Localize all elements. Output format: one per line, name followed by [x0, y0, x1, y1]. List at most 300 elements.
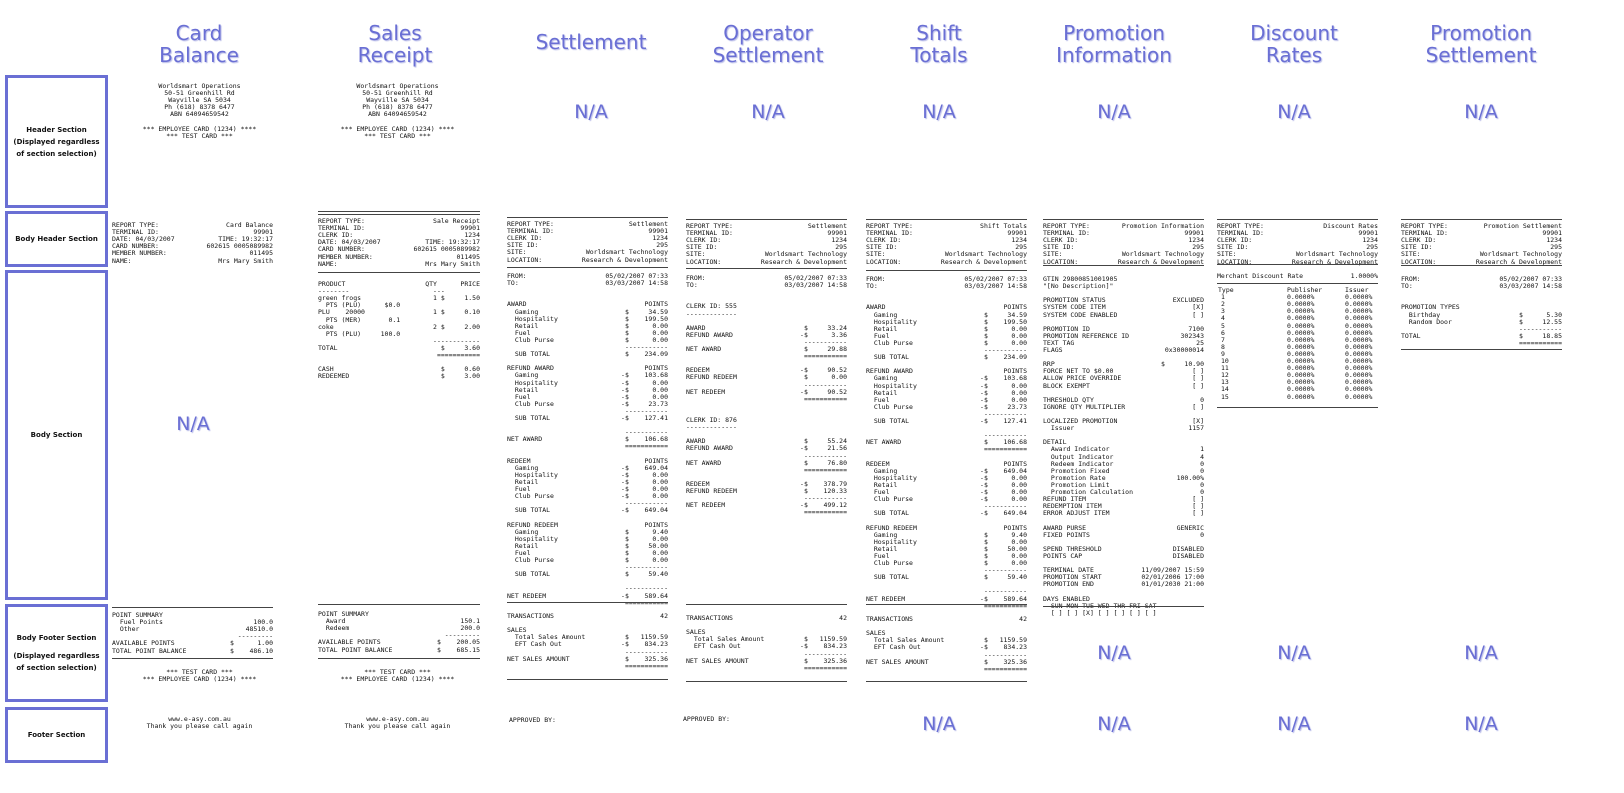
body-header-settle-line — [507, 257, 668, 264]
rule-discount — [1217, 283, 1378, 284]
line-value: $ 0.00 — [624, 328, 668, 337]
line-value: ----------- — [803, 380, 847, 389]
line-value: Settlement — [807, 222, 847, 230]
line-label: IGNORE QTY MULTIPLIER — [1043, 402, 1126, 411]
rule-body-top — [1401, 265, 1562, 266]
discount-cell: 0.0000% — [1287, 371, 1315, 380]
line-label: LOCATION: — [686, 257, 722, 266]
discount-cell: 8 — [1221, 342, 1225, 351]
text-line: ABN 64094659542 — [170, 110, 229, 119]
line-value: --------- — [237, 632, 273, 641]
line-label: REDEEM — [507, 456, 531, 465]
line-label: DAYS ENABLED — [1043, 594, 1090, 603]
line-label: Hospitality — [866, 317, 917, 326]
line-label: SITE: — [1043, 250, 1063, 259]
line-label: Award — [318, 617, 346, 626]
line-label: CARD NUMBER: — [318, 245, 365, 254]
discount-cell: 0.0000% — [1345, 307, 1373, 316]
line-value: 602615 0005089982 — [413, 245, 480, 254]
line-label: SITE: — [866, 250, 886, 259]
promotion-information-body-line — [1043, 553, 1204, 560]
body-header-opset-line — [686, 259, 847, 266]
line-label: Redeem — [318, 624, 350, 633]
line-label: SUB TOTAL — [866, 509, 910, 518]
line-value: Research & Development — [1475, 257, 1562, 266]
line-value: $ 0.00 — [983, 559, 1027, 567]
line-value: ----------- — [624, 584, 668, 593]
line-label: ------------- — [686, 423, 737, 432]
line-label: SPEND THRESHOLD — [1043, 544, 1102, 553]
line-value: 100.00% — [1176, 473, 1204, 482]
line-label: Club Purse — [866, 338, 913, 347]
line-label: AVAILABLE POINTS — [112, 639, 175, 648]
sales-body-line — [318, 373, 480, 380]
column-header-sales — [310, 22, 480, 66]
rule-bodyheader-top — [866, 219, 1027, 220]
promotion-information-body-line — [1043, 404, 1204, 411]
column-header-line: Discount — [1250, 21, 1338, 45]
line-value: Settlement — [628, 220, 668, 228]
line-label: PROMOTION STATUS — [1043, 296, 1106, 305]
column-header-disc — [1209, 22, 1379, 66]
line-label: TOTAL POINT BALANCE — [318, 645, 393, 654]
line-label: AWARD — [686, 323, 706, 332]
discount-cell: 0.0000% — [1287, 364, 1315, 373]
trailer-card-balance — [112, 669, 287, 683]
promotion-information-body-line — [1043, 532, 1204, 539]
promotion-information-body-line — [1043, 347, 1204, 354]
line-value: DISABLED — [1172, 551, 1204, 560]
line-label: FIXED POINTS — [1043, 530, 1090, 539]
card-balance-body-footer-line — [112, 648, 273, 655]
na-header-promotion-information: N/A — [1097, 101, 1131, 123]
na-header-shift-totals: N/A — [922, 101, 956, 123]
line-label: SITE: — [686, 250, 706, 259]
line-value: -$ 0.00 — [980, 495, 1027, 504]
line-value: $ 0.00 — [624, 556, 668, 564]
rule-bodyfooter-bottom — [686, 681, 847, 682]
line-label: TOTAL — [318, 343, 338, 352]
line-value: 295 — [1015, 243, 1027, 252]
line-value: Promotion Information — [1121, 222, 1204, 230]
column-header-line: Information — [1056, 43, 1172, 67]
line-value: -$ 0.00 — [621, 392, 668, 401]
shift-totals-body-line — [866, 354, 1027, 361]
text-line: *** TEST CARD *** — [364, 668, 431, 676]
line-value: -$ 0.00 — [621, 492, 668, 501]
line-label: Gaming — [507, 463, 539, 472]
line-value: Research & Development — [1117, 257, 1204, 266]
line-value: $ 50.00 — [624, 541, 668, 550]
line-value: $ 486.10 — [229, 646, 273, 655]
line-label: REPORT TYPE: — [1043, 222, 1090, 230]
line-label: Club Purse — [507, 492, 554, 501]
line-value: [ ] — [1192, 502, 1204, 511]
discount-rate-line — [1217, 273, 1378, 280]
line-label: SITE ID: — [507, 241, 539, 250]
line-value: 295 — [656, 241, 668, 250]
line-value: 0 — [1200, 530, 1204, 539]
line-label: PTS (MER) 0.1 — [318, 315, 401, 324]
line-value: 7100 — [1188, 324, 1204, 333]
line-value: 05/02/2007 07:33 — [964, 275, 1027, 283]
line-label: TRANSACTIONS — [686, 614, 733, 622]
shift-totals-body-line — [866, 574, 1027, 581]
line-label: CLERK ID: — [866, 236, 902, 245]
line-label: SUB TOTAL — [507, 350, 551, 359]
line-value: 150.1 — [460, 617, 480, 626]
line-label: NAME: — [318, 259, 338, 268]
line-value: 42 — [1019, 615, 1027, 623]
line-value: $ 106.68 — [983, 438, 1027, 447]
rule-body-top — [686, 268, 847, 269]
line-value: [X] — [1192, 303, 1204, 312]
line-label: CLERK ID: — [318, 231, 354, 240]
discount-cell: 0.0000% — [1345, 392, 1373, 401]
line-label: Hospitality — [507, 314, 558, 323]
line-label: REDEMPTION ITEM — [1043, 502, 1102, 511]
line-value: $ 0.00 — [983, 338, 1027, 347]
line-label: RRP — [1043, 360, 1055, 369]
shift-totals-body-line — [866, 418, 1027, 425]
promotion-settlement-body-line — [1401, 283, 1562, 290]
column-header-line: Promotion — [1063, 21, 1165, 45]
line-label: Gaming — [866, 466, 898, 475]
line-value: POINTS — [644, 520, 668, 529]
line-label: FROM: — [507, 272, 527, 280]
column-header-line: Sales — [368, 21, 422, 45]
line-label: ERROR ADJUST ITEM — [1043, 509, 1110, 518]
line-value: 295 — [1366, 243, 1378, 252]
approved-by-opset: APPROVED BY: — [683, 715, 730, 723]
line-value: POINTS — [644, 300, 668, 309]
line-label: AWARD — [866, 303, 886, 312]
line-value: 02/01/2006 17:00 — [1141, 573, 1204, 582]
rule-body-top — [507, 267, 668, 268]
row-label-line: (Displayed regardless — [13, 652, 100, 660]
line-value: ----------- — [624, 406, 668, 415]
row-label-line: of section selection) — [16, 149, 97, 158]
column-header-line: Shift — [916, 21, 962, 45]
line-label: NET SALES AMOUNT — [866, 657, 929, 666]
line-label: Fuel — [507, 485, 531, 493]
na-header-settlement: N/A — [574, 101, 608, 123]
line-value: Promotion Settlement — [1483, 222, 1562, 230]
discount-cell: 4 — [1221, 314, 1225, 323]
shift-totals-body-line — [866, 283, 1027, 290]
line-value: $ 1159.59 — [983, 636, 1027, 645]
line-value: $ 29.88 — [803, 345, 847, 353]
line-label: Promotion Limit — [1043, 480, 1110, 489]
rate-label: Merchant Discount Rate — [1217, 272, 1304, 280]
line-value: 295 — [1550, 243, 1562, 252]
line-value: 11/09/2007 15:59 — [1141, 566, 1204, 575]
line-label: Other — [112, 625, 140, 634]
line-value: 99901 — [648, 227, 668, 236]
line-label: REFUND AWARD — [686, 330, 733, 339]
na-header-discount-rates: N/A — [1277, 101, 1311, 123]
line-value: -$ 0.00 — [621, 378, 668, 387]
line-label: ALLOW PRICE OVERRIDE — [1043, 374, 1122, 383]
line-value: $ 76.80 — [803, 458, 847, 467]
line-value: 99901 — [1358, 229, 1378, 238]
line-value: 295 — [835, 243, 847, 252]
line-value: Worldsmart Technology — [764, 250, 847, 259]
line-value: 4 — [1200, 452, 1204, 461]
line-label: SITE: — [507, 248, 527, 257]
discount-cell: 0.0000% — [1345, 385, 1373, 394]
line-value: =========== — [1518, 338, 1562, 347]
na-header-operator-settlement: N/A — [751, 101, 785, 123]
line-label: NET AWARD — [686, 345, 722, 353]
discount-cell: 0.0000% — [1345, 328, 1373, 337]
line-label: TRANSACTIONS — [507, 612, 554, 620]
footer-block-sales-receipt — [310, 716, 485, 730]
line-label: FROM: — [686, 274, 706, 282]
line-value: TIME: 19:32:17 — [425, 238, 480, 247]
line-label: Retail — [866, 324, 898, 333]
line-value: -$ 649.04 — [621, 506, 668, 515]
settlement-body-line — [507, 415, 668, 422]
discount-cell: 0.0000% — [1345, 371, 1373, 380]
line-value: $ 18.85 — [1518, 331, 1562, 340]
shift-totals-body-footer-line — [866, 616, 1027, 623]
line-value: -$ 834.23 — [980, 643, 1027, 652]
na-body-card-balance: N/A — [176, 413, 210, 435]
settlement-body-line — [507, 280, 668, 287]
line-value: -$ 0.00 — [980, 488, 1027, 496]
line-label: TERMINAL ID: — [112, 228, 159, 237]
column-header-shift — [854, 22, 1024, 66]
line-label: EFT Cash Out — [507, 640, 562, 649]
line-value: -$ 90.52 — [800, 387, 847, 396]
line-value: $ 1.00 — [229, 639, 273, 648]
row-label-line: of section selection) — [16, 664, 97, 672]
line-label: REPORT TYPE: — [112, 221, 159, 229]
text-line: *** EMPLOYEE CARD (1234) **** — [340, 124, 455, 133]
line-label: POINTS CAP — [1043, 551, 1083, 560]
column-header-card — [114, 22, 284, 66]
text-line: *** EMPLOYEE CARD (1234) **** — [142, 675, 257, 684]
line-value: $ 5.30 — [1518, 310, 1562, 319]
line-label: Hospitality — [507, 534, 558, 543]
line-value: 1234 — [1011, 236, 1027, 245]
column-header-line: Settlement — [535, 30, 647, 54]
body-header-sales-line — [318, 261, 480, 268]
line-label: PLU 20000 — [318, 308, 365, 317]
line-label: Total Sales Amount — [866, 636, 945, 645]
line-value: [ ] — [1192, 495, 1204, 504]
line-label: EFT Cash Out — [866, 643, 921, 652]
discount-header-cell: Issuer — [1345, 286, 1369, 294]
text-line: Thank you please call again — [146, 722, 253, 731]
line-label: green frogs — [318, 294, 362, 303]
na-footer-promotion-settlement: N/A — [1464, 713, 1498, 735]
line-label: Retail — [866, 388, 898, 397]
line-label: FORCE NET TO $0.00 — [1043, 367, 1114, 376]
line-value: ----------- — [624, 499, 668, 508]
line-label: TERMINAL ID: — [866, 229, 913, 238]
discount-cell: 0.0000% — [1287, 378, 1315, 387]
promotion-information-body-line — [1043, 510, 1204, 517]
line-label: PROMOTION TYPES — [1401, 303, 1460, 312]
line-label: TERMINAL DATE — [1043, 566, 1094, 575]
line-label: SALES — [866, 629, 886, 638]
line-value: -$ 23.73 — [621, 399, 668, 408]
line-label: REDEEM — [866, 459, 890, 468]
line-value: -$ 0.00 — [980, 395, 1027, 404]
operator-settlement-body-line — [686, 509, 847, 516]
rule-bodyheader-top — [507, 217, 668, 218]
line-value: 03/03/2007 14:58 — [605, 279, 668, 288]
line-label: FROM: — [866, 275, 886, 283]
line-label: TERMINAL ID: — [1217, 229, 1264, 238]
line-label: REFUND REDEEM — [686, 487, 737, 495]
line-value: =========== — [624, 598, 668, 607]
line-value: -$ 103.68 — [980, 374, 1027, 383]
shift-totals-body-line — [866, 510, 1027, 517]
row-label-body — [5, 270, 108, 600]
line-value: 01/01/2030 21:00 — [1141, 580, 1204, 589]
line-value: [ ] — [1192, 381, 1204, 390]
rule-body-top — [866, 270, 1027, 271]
line-value: POINTS — [1003, 303, 1027, 312]
text-line: *** TEST CARD *** — [166, 131, 233, 140]
discount-cell: 15 — [1221, 392, 1229, 401]
line-label: Total Sales Amount — [507, 633, 586, 642]
line-value: 48510.0 — [245, 625, 273, 634]
line-value: POINTS — [644, 364, 668, 373]
line-label: SUN MON TUE WED THR FRI SAT — [1043, 601, 1157, 610]
line-value: Research & Development — [940, 257, 1027, 266]
line-value: Card Balance — [226, 221, 273, 229]
line-label: Fuel — [866, 395, 890, 404]
discount-cell: 7 — [1221, 335, 1225, 344]
line-label: SUB TOTAL — [866, 573, 910, 582]
line-value: 03/03/2007 14:58 — [784, 281, 847, 290]
line-value: $ 59.40 — [983, 573, 1027, 582]
line-label: Output Indicator — [1043, 452, 1114, 461]
line-value: Worldsmart Technology — [1121, 250, 1204, 259]
operator-settlement-body-line — [686, 424, 847, 431]
line-label: Gaming — [507, 527, 539, 536]
line-label: Fuel — [507, 328, 531, 337]
line-value: ----------- — [803, 451, 847, 460]
rule-bodyfooter-bottom — [866, 681, 1027, 682]
discount-cell: 5 — [1221, 321, 1225, 330]
line-value: DISABLED — [1172, 544, 1204, 553]
row-label-line: Footer Section — [27, 731, 86, 739]
line-value: ----------- — [624, 563, 668, 572]
line-label: Total Sales Amount — [686, 635, 765, 644]
line-label: SITE: — [1217, 250, 1237, 259]
discount-cell: 0.0000% — [1345, 364, 1373, 373]
line-value: -$ 0.00 — [621, 470, 668, 479]
discount-cell: 13 — [1221, 378, 1229, 387]
line-label: Birthday — [1401, 310, 1441, 319]
discount-cell: 0.0000% — [1345, 293, 1373, 302]
line-label: SUB TOTAL — [507, 506, 551, 515]
operator-settlement-body-line — [686, 396, 847, 403]
row-label-line: Body Section — [30, 431, 83, 439]
line-label: SITE ID: — [686, 243, 718, 252]
line-value: ----------- — [983, 587, 1027, 596]
line-value: ----------- — [983, 431, 1027, 440]
line-label: TERMINAL ID: — [507, 227, 554, 236]
discount-cell: 3 — [1221, 307, 1225, 316]
line-value: ----------- — [624, 343, 668, 351]
line-label: Promotion Rate — [1043, 473, 1106, 482]
text-line: 50-51 Greenhill Rd — [362, 89, 433, 98]
rule-bodyheader-top — [318, 211, 480, 212]
discount-cell: 0.0000% — [1345, 349, 1373, 358]
na-footer-shift-totals: N/A — [922, 713, 956, 735]
line-label: Gaming — [507, 307, 539, 316]
line-label: SYSTEM CODE ENABLED — [1043, 310, 1118, 319]
line-value: -$ 90.52 — [800, 366, 847, 375]
row-label-line: (Displayed regardless — [13, 137, 100, 146]
line-value: -$ 834.23 — [800, 642, 847, 651]
shift-totals-body-line — [866, 446, 1027, 453]
line-value: ----------- — [624, 647, 668, 656]
line-value: -$ 103.68 — [621, 371, 668, 380]
line-label: SALES — [686, 628, 706, 637]
text-line: www.e-asy.com.au — [366, 715, 429, 723]
line-value: Worldsmart Technology — [944, 250, 1027, 259]
line-label: REFUND REDEEM — [866, 523, 917, 532]
line-label: REFUND REDEEM — [507, 520, 558, 529]
line-value: 011495 — [456, 252, 480, 261]
line-value: [ ] — [1192, 402, 1204, 411]
line-label: SUB TOTAL — [866, 417, 910, 425]
operator-settlement-body-line — [686, 311, 847, 318]
line-label: Retail — [507, 385, 539, 394]
line-label: CLERK ID: 876 — [686, 416, 737, 424]
promotion-information-body-line — [1043, 581, 1204, 588]
rule-bodyfooter-bottom — [507, 679, 668, 680]
line-label: DETAIL — [1043, 438, 1067, 447]
text-line: Thank you please call again — [344, 722, 451, 731]
line-value: 2 $ 2.00 — [433, 322, 480, 331]
line-value: 05/02/2007 07:33 — [784, 274, 847, 282]
line-label: LOCATION: — [1217, 257, 1253, 266]
line-value: 200.0 — [460, 624, 480, 633]
line-value: -$ 649.04 — [980, 509, 1027, 518]
line-label: ------------- — [686, 309, 737, 318]
line-value: $ 1159.59 — [624, 633, 668, 642]
line-value: =========== — [803, 465, 847, 474]
line-value: Worldsmart Technology — [1479, 250, 1562, 259]
line-label: TOTAL — [1401, 331, 1421, 340]
line-label: CLERK ID: — [1401, 236, 1437, 245]
rule-bodyheader-top — [1401, 219, 1562, 220]
line-value: $ 200.05 — [436, 638, 480, 647]
line-value: =========== — [803, 508, 847, 517]
line-value: [ ] — [1192, 374, 1204, 383]
line-value: $ 0.00 — [983, 551, 1027, 560]
line-value: $ 106.68 — [624, 435, 668, 444]
line-label: SYSTEM CODE ITEM — [1043, 303, 1106, 312]
line-label: SITE ID: — [1043, 243, 1075, 252]
line-label: Fuel — [507, 548, 531, 557]
line-label: SITE: — [1401, 250, 1421, 259]
line-value: [ ] — [1192, 509, 1204, 518]
line-value: $ 325.36 — [803, 656, 847, 665]
line-label: Promotion Fixed — [1043, 466, 1110, 475]
operator-settlement-body-line — [686, 282, 847, 289]
line-label: Retail — [866, 480, 898, 489]
line-label: CLERK ID: 555 — [686, 302, 737, 311]
